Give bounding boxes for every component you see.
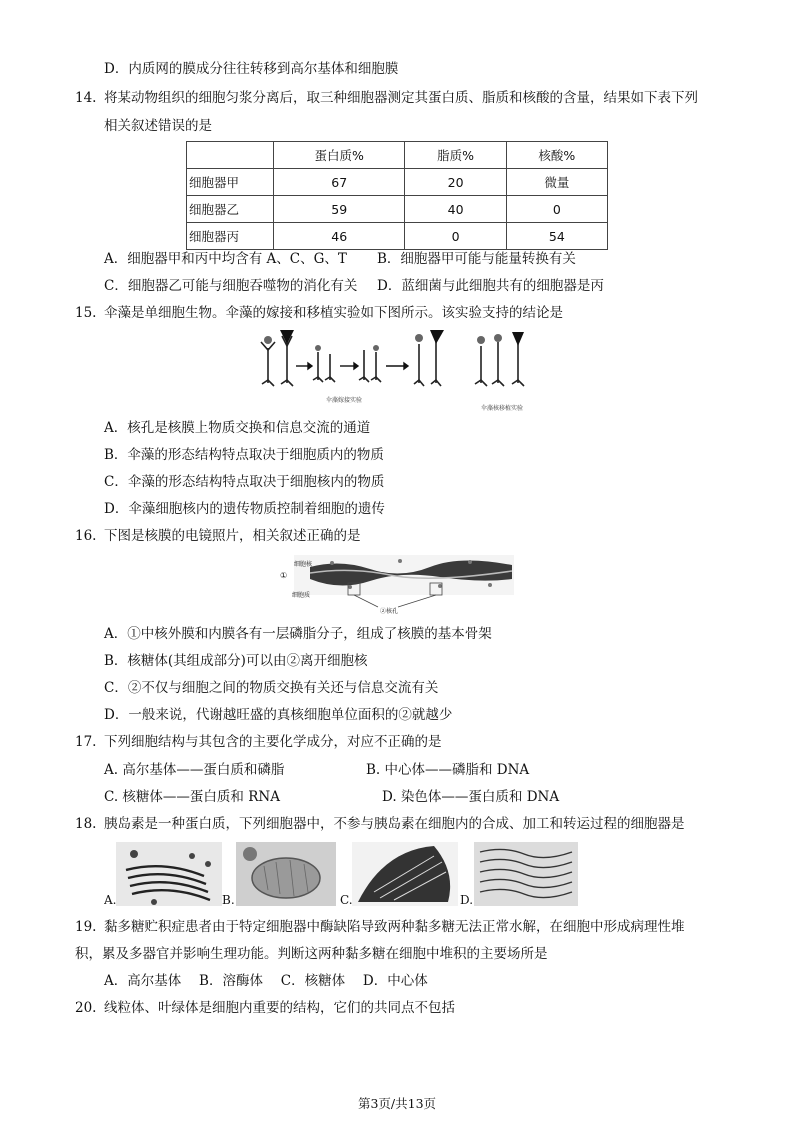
q17-option-d: D. 染色体——蛋白质和 DNA — [382, 789, 560, 805]
table-row — [187, 196, 608, 223]
table-cell: 67 — [274, 169, 405, 196]
q15-number: 15. — [75, 305, 97, 321]
table-row-header: 细胞器丙 — [187, 223, 274, 250]
q14-option-a: A．细胞器甲和丙中均含有 A、C、G、T — [104, 251, 347, 267]
endoplasmic-reticulum-image — [474, 842, 578, 906]
table-cell: 20 — [405, 169, 506, 196]
table-cell: 微量 — [506, 169, 607, 196]
nuclear-envelope-micrograph — [280, 553, 516, 619]
q19-options: A．高尔基体 B．溶酶体 C．核糖体 D．中心体 — [104, 973, 428, 989]
label-b: B. — [222, 893, 235, 907]
fig-label-cytoplasm: 细胞质 — [292, 592, 311, 599]
q16-option-b: B．核糖体(其组成部分)可以由②离开细胞核 — [104, 653, 368, 669]
q17-option-a: A. 高尔基体——蛋白质和磷脂 — [104, 762, 285, 778]
q15-option-d: D．伞藻细胞核内的遗传物质控制着细胞的遗传 — [104, 501, 385, 517]
q17-stem: 下列细胞结构与其包含的主要化学成分，对应不正确的是 — [104, 734, 442, 750]
page-footer: 第3页/共13页 — [357, 1096, 437, 1111]
q15-option-c: C．伞藻的形态结构特点取决于细胞核内的物质 — [104, 474, 385, 490]
grafting-caption: 伞藻嫁接实验 — [326, 397, 363, 404]
label-c: C. — [340, 893, 353, 907]
q17-number: 17. — [75, 734, 97, 750]
table-header-cell: 蛋白质% — [274, 142, 405, 169]
table-row — [187, 223, 608, 250]
fig-label-nucleus: 细胞核 — [294, 561, 313, 568]
q15-option-b: B．伞藻的形态结构特点取决于细胞质内的物质 — [104, 447, 384, 463]
q16-option-d: D．一般来说，代谢越旺盛的真核细胞单位面积的②就越少 — [104, 707, 453, 723]
q16-number: 16. — [75, 528, 97, 544]
q16-stem: 下图是核膜的电镜照片，相关叙述正确的是 — [104, 528, 361, 544]
table-header-cell: 核酸% — [506, 142, 607, 169]
table-row-header: 细胞器乙 — [187, 196, 274, 223]
table-row-header: 细胞器甲 — [187, 169, 274, 196]
q14-option-b: B．细胞器甲可能与能量转换有关 — [377, 251, 576, 267]
label-a: A. — [104, 893, 117, 907]
q17-option-c: C. 核糖体——蛋白质和 RNA — [104, 789, 280, 805]
q19-stem-line2: 积，累及多器官并影响生理功能。判断这两种黏多糖在细胞中堆积的主要场所是 — [75, 946, 548, 962]
q16-option-a: A．①中核外膜和内膜各有一层磷脂分子，组成了核膜的基本骨架 — [104, 626, 492, 642]
table-header-cell — [187, 142, 274, 169]
table-row — [187, 169, 608, 196]
q19-stem-line1: 黏多糖贮积症患者由于特定细胞器中酶缺陷导致两种黏多糖无法正常水解，在细胞中形成病理性堆 — [104, 919, 685, 935]
table-cell: 54 — [506, 223, 607, 250]
label-d: D. — [460, 893, 474, 907]
table-cell: 0 — [506, 196, 607, 223]
table-cell: 40 — [405, 196, 506, 223]
q18-number: 18. — [75, 816, 97, 832]
q15-stem: 伞藻是单细胞生物。伞藻的嫁接和移植实验如下图所示。该实验支持的结论是 — [104, 305, 563, 321]
fig-label-1: ① — [280, 571, 288, 580]
q13-option-d: D．内质网的膜成分往往转移到高尔基体和细胞膜 — [104, 61, 399, 77]
acetabularia-experiment-figure — [256, 328, 546, 414]
q15-option-a: A．核孔是核膜上物质交换和信息交流的通道 — [104, 420, 371, 436]
q20-stem: 线粒体、叶绿体是细胞内重要的结构，它们的共同点不包括 — [104, 1000, 455, 1016]
transplant-caption: 伞藻核移植实验 — [481, 405, 524, 412]
q19-number: 19. — [75, 919, 97, 935]
q16-option-c: C．②不仅与细胞之间的物质交换有关还与信息交流有关 — [104, 680, 439, 696]
q14-stem-line1: 将某动物组织的细胞匀浆分离后，取三种细胞器测定其蛋白质、脂质和核酸的含量，结果如下表下列 — [104, 90, 698, 106]
table-cell: 59 — [274, 196, 405, 223]
table-header-row — [187, 142, 608, 169]
q20-number: 20. — [75, 1000, 97, 1016]
q17-option-b: B. 中心体——磷脂和 DNA — [366, 762, 530, 778]
table-header-cell: 脂质% — [405, 142, 506, 169]
q14-number: 14. — [75, 90, 97, 106]
q14-option-c: C．细胞器乙可能与细胞吞噬物的消化有关 — [104, 278, 358, 294]
table-cell: 0 — [405, 223, 506, 250]
q14-option-d: D．蓝细菌与此细胞共有的细胞器是丙 — [377, 278, 604, 294]
organelle-micrographs — [104, 842, 584, 908]
fig-label-2: ②核孔 — [380, 608, 399, 615]
q14-stem-line2: 相关叙述错误的是 — [104, 118, 212, 134]
q18-stem: 胰岛素是一种蛋白质，下列细胞器中，不参与胰岛素在细胞内的合成、加工和转运过程的细胞器是 — [104, 816, 685, 832]
table-cell: 46 — [274, 223, 405, 250]
q14-data-table — [186, 141, 608, 250]
